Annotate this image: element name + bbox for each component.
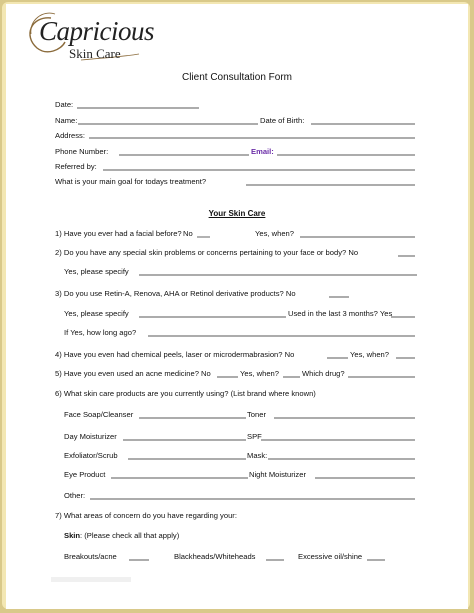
q3-how-long: If Yes, how long ago? xyxy=(64,328,137,337)
form-page xyxy=(6,4,468,609)
skin-opt-blackheads: Blackheads/Whiteheads xyxy=(174,552,256,561)
mask-label: Mask: xyxy=(247,451,268,460)
dob-label: Date of Birth: xyxy=(260,116,305,125)
logo-subtitle: Skin Care xyxy=(69,46,121,61)
night-label: Night Moisturizer xyxy=(249,470,306,479)
referred-label: Referred by: xyxy=(55,162,97,171)
q1-no: No xyxy=(183,229,193,238)
skin-note: : (Please check all that apply) xyxy=(80,531,180,540)
skin-row xyxy=(64,531,179,540)
day-moist-label: Day Moisturizer xyxy=(64,432,117,441)
skin-opt-oil: Excessive oil/shine xyxy=(298,552,363,561)
q5-text: 5) Have you even used an acne medicine? No xyxy=(55,369,211,378)
q3-text: 3) Do you use Retin-A, Renova, AHA or Retinol derivative products? No xyxy=(55,289,296,298)
q6-text: 6) What skin care products are you currently using? (List brand where known) xyxy=(55,389,316,398)
q4-yes: Yes, when? xyxy=(350,350,389,359)
q1-yes: Yes, when? xyxy=(255,229,294,238)
logo-name: Capricious xyxy=(39,16,155,46)
q2-text: 2) Do you have any special skin problems or concerns pertaining to your face or body? No xyxy=(55,248,359,257)
address-label: Address: xyxy=(55,131,85,140)
face-soap-label: Face Soap/Cleanser xyxy=(64,410,134,419)
logo xyxy=(21,8,155,68)
q5-drug: Which drug? xyxy=(302,369,345,378)
skin-opt-breakouts: Breakouts/acne xyxy=(64,552,117,561)
spf-label: SPF xyxy=(247,432,262,441)
toner-label: Toner xyxy=(247,410,266,419)
section-heading: Your Skin Care xyxy=(208,209,266,218)
name-label: Name: xyxy=(55,116,78,125)
q2-yes: Yes, please specify xyxy=(64,267,129,276)
date-label: Date: xyxy=(55,100,74,109)
email-label: Email: xyxy=(251,147,274,156)
q3-used: Used in the last 3 months? Yes xyxy=(288,309,393,318)
goal-label: What is your main goal for todays treatment? xyxy=(55,177,207,186)
q4-text: 4) Have you even had chemical peels, laser or microdermabrasion? No xyxy=(55,350,295,359)
q7-text: 7) What areas of concern do you have regarding your: xyxy=(55,511,237,520)
other-label: Other: xyxy=(64,491,86,500)
form-title: Client Consultation Form xyxy=(181,72,293,83)
exfoliator-label: Exfoliator/Scrub xyxy=(64,451,118,460)
phone-label: Phone Number: xyxy=(55,147,109,156)
q3-yes: Yes, please specify xyxy=(64,309,129,318)
faint-watermark xyxy=(51,577,131,582)
q1-text: 1) Have you ever had a facial before? xyxy=(55,229,182,238)
skin-label: Skin xyxy=(64,531,81,540)
eye-label: Eye Product xyxy=(64,470,106,479)
q5-yes: Yes, when? xyxy=(240,369,279,378)
